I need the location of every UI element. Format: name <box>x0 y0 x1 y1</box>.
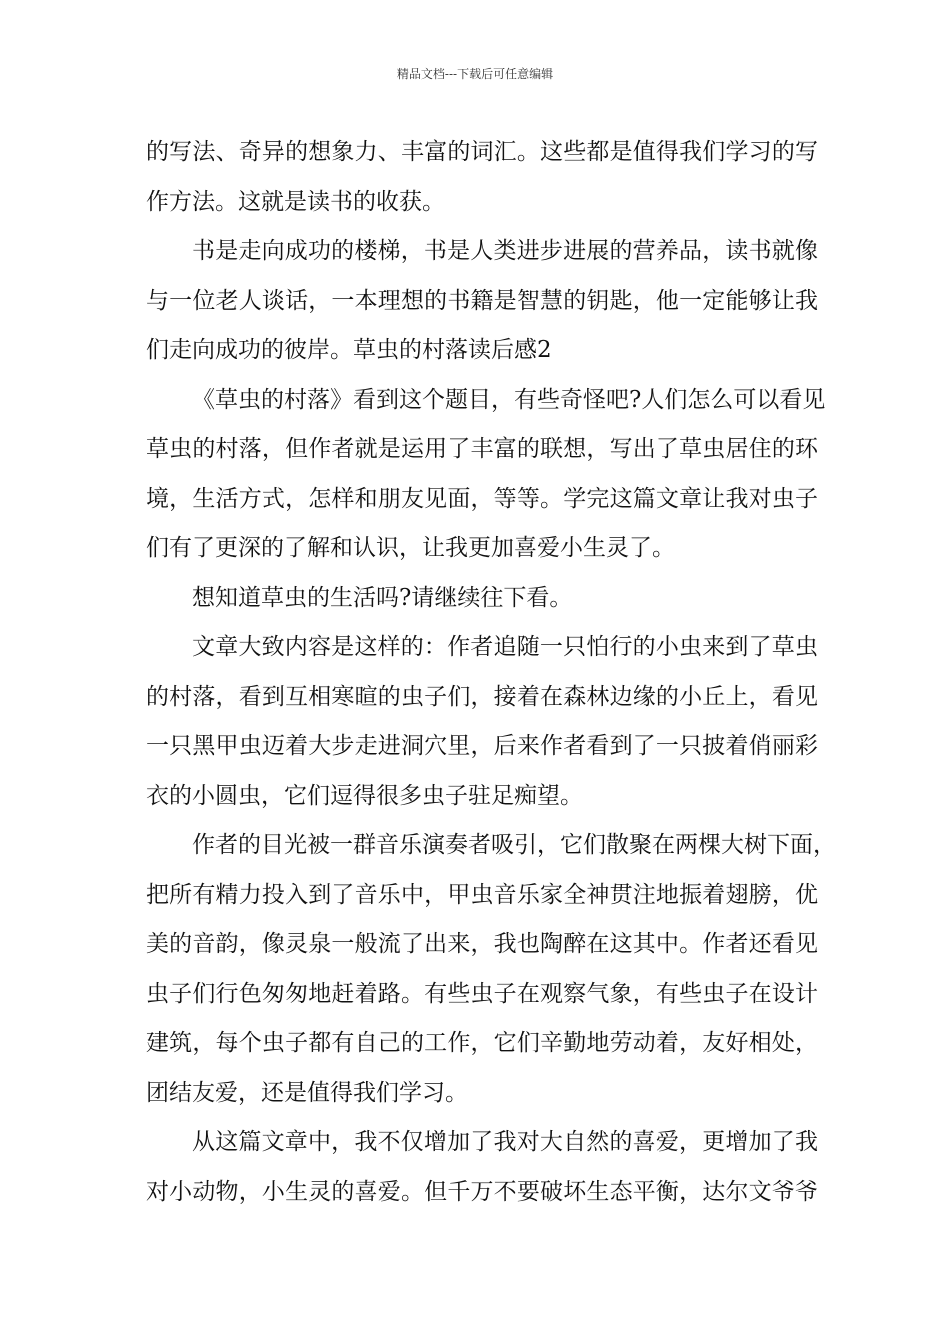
text-line: 的村落，看到互相寒暄的虫子们，接着在森林边缘的小丘上，看见 <box>146 683 818 710</box>
paragraph-first-line: 书是走向成功的楼梯，书是人类进步进展的营养品，读书就像 <box>192 238 818 264</box>
text-line: 与一位老人谈话，一本理想的书籍是智慧的钥匙，他一定能够让我 <box>146 287 818 314</box>
paragraph-first-line: 从这篇文章中，我不仅增加了我对大自然的喜爱，更增加了我 <box>192 1129 818 1155</box>
text-line: 对小动物，小生灵的喜爱。但千万不要破坏生态平衡，达尔文爷爷 <box>146 1178 818 1205</box>
paragraph-first-line: 文章大致内容是这样的：作者追随一只怕行的小虫来到了草虫 <box>192 634 818 660</box>
paragraph-first-line: 想知道草虫的生活吗?请继续往下看。 <box>192 584 573 611</box>
text-line: 们走向成功的彼岸。草虫的村落读后感2 <box>146 337 552 363</box>
text-line: 境，生活方式，怎样和朋友见面，等等。学完这篇文章让我对虫子 <box>146 485 818 512</box>
text-line: 一只黑甲虫迈着大步走进洞穴里，后来作者看到了一只披着俏丽彩 <box>146 733 818 759</box>
text-line: 的写法、奇异的想象力、丰富的词汇。这些都是值得我们学习的写 <box>146 139 818 165</box>
text-line: 们有了更深的了解和认识，让我更加喜爱小生灵了。 <box>146 535 675 561</box>
text-line: 建筑，每个虫子都有自己的工作，它们辛勤地劳动着，友好相处， <box>146 1030 818 1056</box>
text-line: 草虫的村落，但作者就是运用了丰富的联想，写出了草虫居住的环 <box>146 436 818 462</box>
text-line: 衣的小圆虫，它们逗得很多虫子驻足痴望。 <box>146 782 583 809</box>
text-line: 作方法。这就是读书的收获。 <box>146 188 445 215</box>
text-line: 把所有精力投入到了音乐中，甲虫音乐家全神贯注地振着翅膀，优 <box>146 881 818 908</box>
text-line: 美的音韵，像灵泉一般流了出来，我也陶醉在这其中。作者还看见 <box>146 931 818 957</box>
document-body <box>146 128 836 1217</box>
paragraph-first-line: 作者的目光被一群音乐演奏者吸引，它们散聚在两棵大树下面， <box>192 832 836 858</box>
paragraph-first-line: 《草虫的村落》看到这个题目，有些奇怪吧?人们怎么可以看见 <box>192 386 826 413</box>
text-line: 团结友爱，还是值得我们学习。 <box>146 1079 468 1106</box>
text-line: 虫子们行色匆匆地赶着路。有些虫子在观察气象，有些虫子在设计 <box>146 980 818 1007</box>
page-header: 精品文档---下载后可任意编辑 <box>396 67 554 81</box>
